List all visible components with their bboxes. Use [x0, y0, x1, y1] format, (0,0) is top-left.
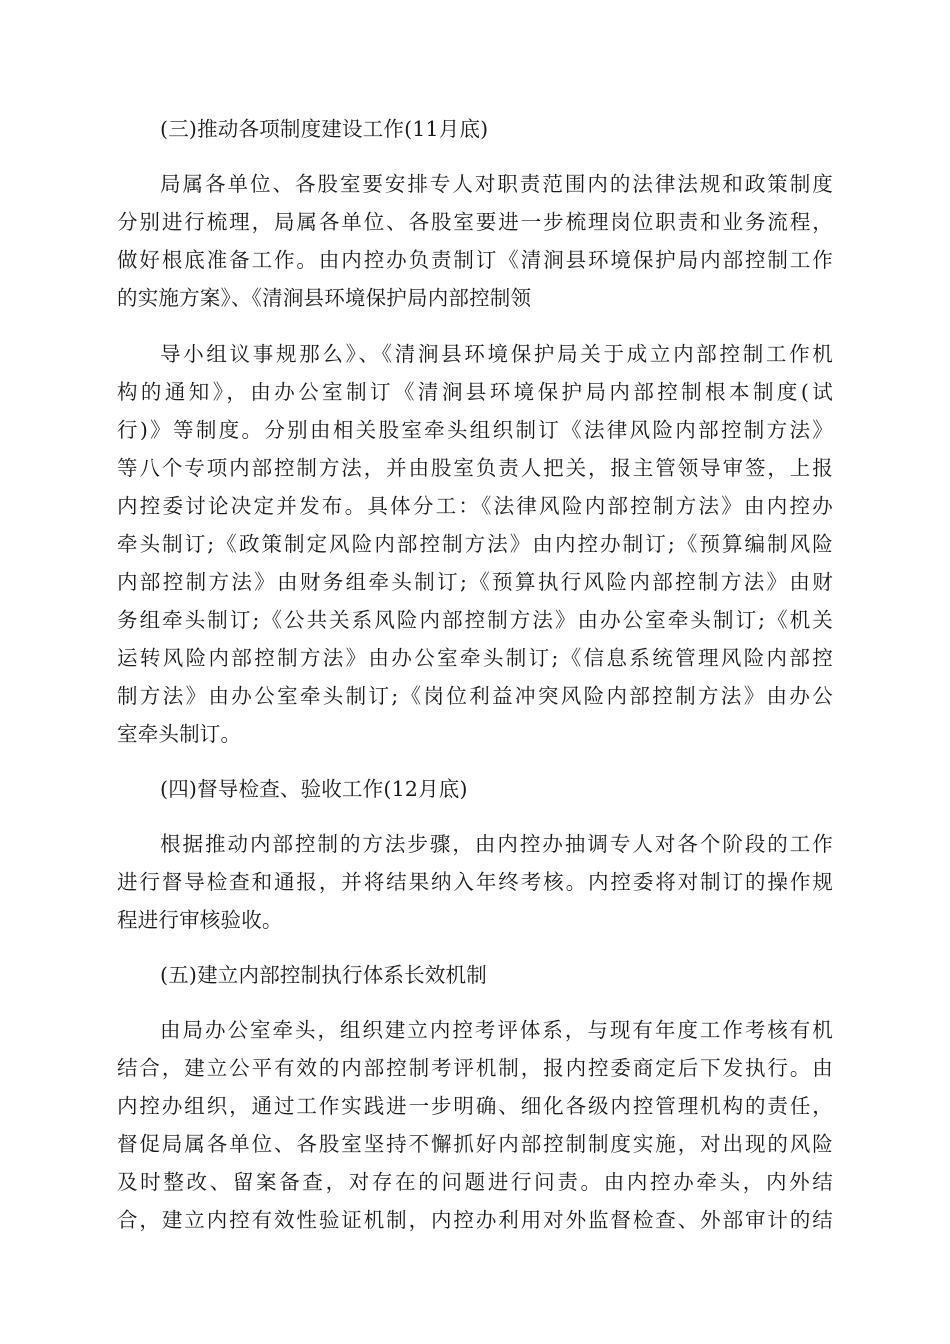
- paragraph-line: 运转风险内部控制方法》由办公室牵头制订;《信息系统管理风险内部控: [117, 646, 833, 670]
- paragraph-line: 的实施方案》、《清涧县环境保护局内部控制领: [117, 286, 532, 310]
- paragraph-line: 结合，建立公平有效的内部控制考评机制，报内控委商定后下发执行。由: [117, 1056, 833, 1080]
- paragraph-line: 局属各单位、各股室要安排专人对职责范围内的法律法规和政策制度: [160, 172, 833, 196]
- section-heading-3: (三)推动各项制度建设工作(11月底): [160, 117, 489, 141]
- paragraph-line: 内部控制方法》由财务组牵头制订;《预算执行风险内部控制方法》由财: [117, 570, 833, 594]
- paragraph-line: 由局办公室牵头，组织建立内控考评体系，与现有年度工作考核有机: [160, 1018, 833, 1042]
- paragraph-line: 构的通知》，由办公室制订《清涧县环境保护局内部控制根本制度(试: [117, 380, 833, 404]
- paragraph-line: 导小组议事规那么》、《清涧县环境保护局关于成立内部控制工作机: [160, 342, 833, 366]
- paragraph-line: 室牵头制订。: [117, 722, 242, 746]
- paragraph-line: 及时整改、留案备查，对存在的问题进行问责。由内控办牵头，内外结: [117, 1170, 833, 1194]
- paragraph-line: 内控办组织，通过工作实践进一步明确、细化各级内控管理机构的责任，: [117, 1094, 833, 1118]
- paragraph-line: 等八个专项内部控制方法，并由股室负责人把关，报主管领导审签，上报: [117, 456, 833, 480]
- paragraph-line: 制方法》由办公室牵头制订;《岗位利益冲突风险内部控制方法》由办公: [117, 684, 833, 708]
- paragraph-line: 内控委讨论决定并发布。具体分工：《法律风险内部控制方法》由内控办: [117, 494, 833, 518]
- paragraph-line: 督促局属各单位、各股室坚持不懈抓好内部控制制度实施，对出现的风险: [117, 1132, 833, 1156]
- section-heading-5: (五)建立内部控制执行体系长效机制: [160, 963, 487, 987]
- paragraph-line: 牵头制订;《政策制定风险内部控制方法》由内控办制订;《预算编制风险: [117, 532, 833, 556]
- paragraph-line: 务组牵头制订;《公共关系风险内部控制方法》由办公室牵头制订;《机关: [117, 608, 833, 632]
- paragraph-line: 做好根底准备工作。由内控办负责制订《清涧县环境保护局内部控制工作: [117, 248, 833, 272]
- paragraph-line: 程进行审核验收。: [117, 908, 283, 932]
- paragraph-line: 合，建立内控有效性验证机制，内控办利用对外监督检查、外部审计的结: [117, 1208, 833, 1232]
- paragraph-line: 分别进行梳理，局属各单位、各股室要进一步梳理岗位职责和业务流程，: [117, 210, 833, 234]
- paragraph-line: 行)》等制度。分别由相关股室牵头组织制订《法律风险内部控制方法》: [117, 418, 833, 442]
- paragraph-line: 进行督导检查和通报，并将结果纳入年终考核。内控委将对制订的操作规: [117, 870, 833, 894]
- section-heading-4: (四)督导检查、验收工作(12月底): [160, 777, 468, 801]
- paragraph-line: 根据推动内部控制的方法步骤，由内控办抽调专人对各个阶段的工作: [160, 832, 833, 856]
